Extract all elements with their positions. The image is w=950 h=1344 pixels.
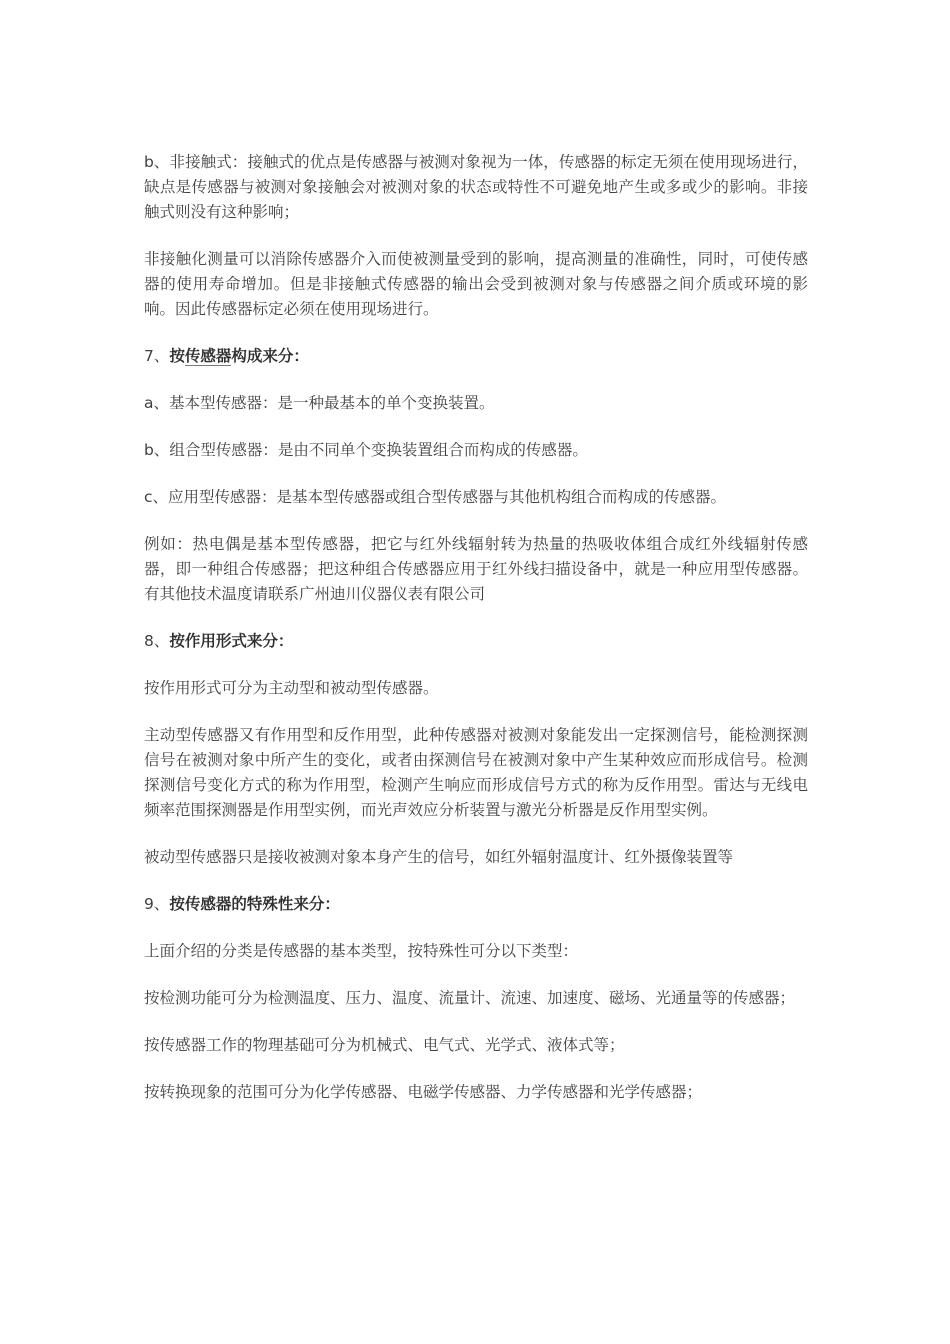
heading-section-7 <box>144 344 808 369</box>
heading-title: 按作用形式来分： <box>169 632 294 650</box>
sensor-link[interactable]: 传感器 <box>184 347 232 365</box>
paragraph-example: 例如：热电偶是基本型传感器，把它与红外线辐射转为热量的热吸收体组合成红外线辐射传感器，即一种组合传感器；把这种组合传感器应用于红外线扫描设备中，就是一种应用型传感器。有其他技术温度请联系广州迪川仪器仪表有限公司 <box>144 535 808 603</box>
heading-title: 按传感器的特殊性来分： <box>169 895 340 913</box>
paragraph-non-contact-measurement: 非接触化测量可以消除传感器介入而使被测量受到的影响，提高测量的准确性，同时，可使传感器的使用寿命增加。但是非接触式传感器的输出会受到被测对象与传感器之间介质或环境的影响。因此传感器标定必须在使用现场进行。 <box>144 250 808 318</box>
paragraph-applied-sensor: c、应用型传感器：是基本型传感器或组合型传感器与其他机构组合而构成的传感器。 <box>144 488 727 506</box>
heading-number: 9、 <box>144 895 170 913</box>
heading-number: 7、 <box>144 347 170 365</box>
heading-prefix: 按 <box>169 347 185 365</box>
paragraph-non-contact-type: b、非接触式：接触式的优点是传感器与被测对象视为一体，传感器的标定无须在使用现场进行，缺点是传感器与被测对象接触会对被测对象的状态或特性不可避免地产生或多或少的影响。非接触式则没有这种影响； <box>144 153 808 221</box>
paragraph-physical-basis: 按传感器工作的物理基础可分为机械式、电气式、光学式、液体式等； <box>144 1036 625 1054</box>
paragraph-passive-sensor: 被动型传感器只是接收被测对象本身产生的信号，如红外辐射温度计、红外摄像装置等 <box>144 848 734 866</box>
paragraph-conversion-range: 按转换现象的范围可分为化学传感器、电磁学传感器、力学传感器和光学传感器； <box>144 1083 703 1101</box>
paragraph-combined-sensor: b、组合型传感器：是由不同单个变换装置组合而构成的传感器。 <box>144 441 588 459</box>
heading-section-8 <box>144 629 808 654</box>
heading-suffix: 构成来分： <box>231 347 309 365</box>
paragraph-special-intro: 上面介绍的分类是传感器的基本类型，按特殊性可分以下类型： <box>144 942 579 960</box>
paragraph-detection-function: 按检测功能可分为检测温度、压力、温度、流量计、流速、加速度、磁场、光通量等的传感器； <box>144 989 796 1007</box>
paragraph-basic-sensor: a、基本型传感器：是一种最基本的单个变换装置。 <box>144 394 495 412</box>
paragraph-action-form: 按作用形式可分为主动型和被动型传感器。 <box>144 679 439 697</box>
heading-section-9 <box>144 892 808 917</box>
paragraph-active-sensor: 主动型传感器又有作用型和反作用型，此种传感器对被测对象能发出一定探测信号，能检测探测信号在被测对象中所产生的变化，或者由探测信号在被测对象中产生某种效应而形成信号。检测探测信号变化方式的称为作用型，检测产生响应而形成信号方式的称为反作用型。雷达与无线电频率范围探测器是作用型实例，而光声效应分析装置与激光分析器是反作用型实例。 <box>144 726 808 819</box>
document-page <box>144 150 808 1127</box>
heading-number: 8、 <box>144 632 170 650</box>
